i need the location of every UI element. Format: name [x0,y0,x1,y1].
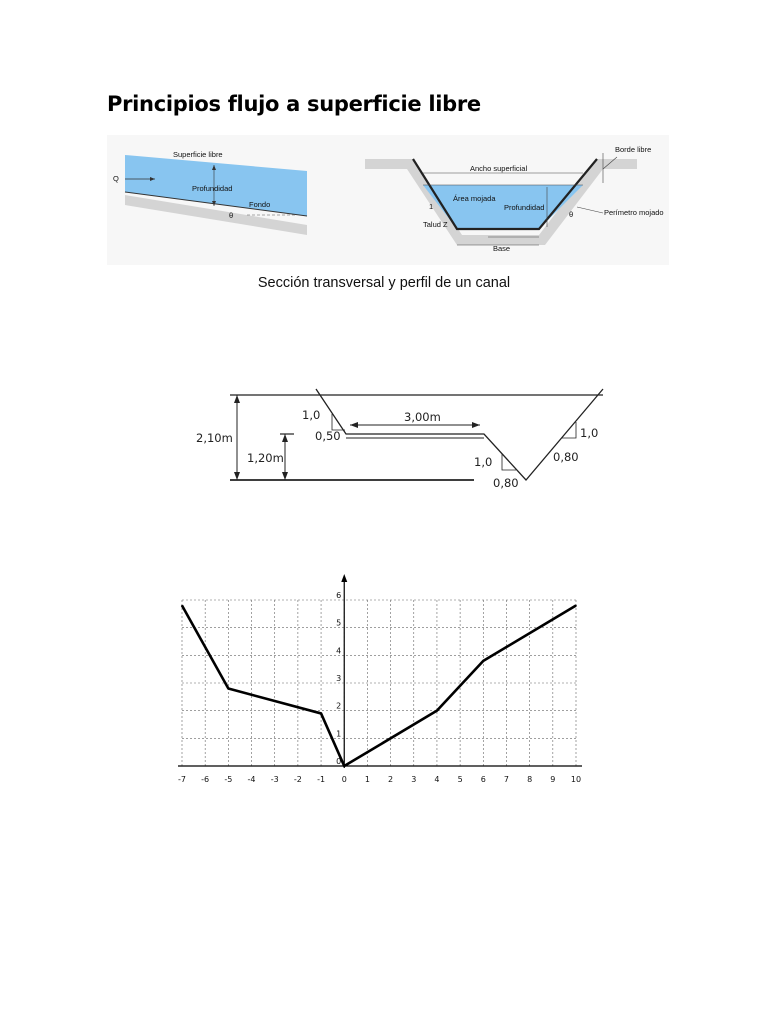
label-area-mojada: Área mojada [453,194,496,203]
x-tick-label: 8 [527,775,533,784]
data-point [228,688,230,690]
x-tick-label: 0 [341,775,347,784]
data-point [343,765,345,767]
data-point [436,710,438,712]
data-point [482,660,484,662]
dim-left-slope-h: 0,50 [315,429,341,443]
label-fondo: Fondo [249,200,271,209]
terrain-profile-chart [170,570,590,790]
x-tick-label: 10 [570,775,582,784]
x-tick-label: -3 [270,775,279,784]
y-tick-label: 2 [336,701,342,711]
figure-caption: Sección transversal y perfil de un canal [257,275,511,291]
y-tick-label: 0 [336,757,342,766]
label-base: Base [493,244,511,253]
x-tick-label: 7 [503,775,510,784]
x-tick-label: -6 [201,775,210,784]
data-point [181,605,183,607]
x-tick-label: 6 [480,775,486,784]
label-borde-libre: Borde libre [615,145,652,154]
y-tick-label: 1 [336,729,342,739]
label-superficie-libre: Superficie libre [173,150,223,159]
series-line [182,606,576,766]
page-title: Principios flujo a superficie libre [107,92,481,116]
y-tick-label: 6 [336,591,342,600]
dim-total-height: 2,10m [196,431,233,445]
chart-axes [178,574,582,768]
dim-mid-slope-v: 1,0 [474,455,493,469]
x-tick-label: 5 [457,775,463,784]
x-tick-label: -1 [317,775,326,784]
y-tick-labels [336,591,341,766]
dim-step-height: 1,20m [247,451,284,465]
label-theta-profile: θ [229,211,234,220]
y-tick-label: 3 [336,674,342,683]
dim-left-slope-v: 1,0 [302,408,321,422]
x-tick-label: 1 [364,775,370,784]
x-tick-label: 3 [411,775,417,784]
dim-right-slope-v: 1,0 [580,426,599,440]
y-tick-label: 5 [336,618,342,628]
canal-profile-section-figure [107,135,669,265]
label-theta-section: θ [569,210,574,219]
label-profundidad-profile: Profundidad [192,184,233,193]
x-tick-label: -7 [178,775,186,784]
dim-mid-slope-h: 0,80 [493,476,519,490]
y-tick-label: 4 [336,646,342,656]
x-tick-labels [178,775,581,784]
label-flow-q: Q [113,174,119,183]
data-point [320,713,322,715]
dim-berm-width: 3,00m [404,410,441,424]
x-tick-label: 9 [550,775,556,784]
x-tick-label: -4 [247,775,256,784]
label-talud-z: Talud Z [423,220,448,229]
data-point [575,605,577,607]
x-tick-label: 2 [388,775,394,784]
dim-right-slope-h: 0,80 [553,450,579,464]
label-slope-one: 1 [429,202,434,211]
x-tick-label: -2 [293,775,302,784]
label-ancho-superficial: Ancho superficial [470,164,528,173]
label-perimetro-mojado: Perímetro mojado [604,208,664,217]
chart-grid [182,600,576,766]
label-profundidad-section: Profundidad [504,203,545,212]
x-tick-label: -5 [224,775,233,784]
y-axis-arrow [341,574,347,582]
compound-channel-drawing [190,380,610,495]
x-tick-label: 4 [434,775,440,784]
chart-series [181,605,577,767]
